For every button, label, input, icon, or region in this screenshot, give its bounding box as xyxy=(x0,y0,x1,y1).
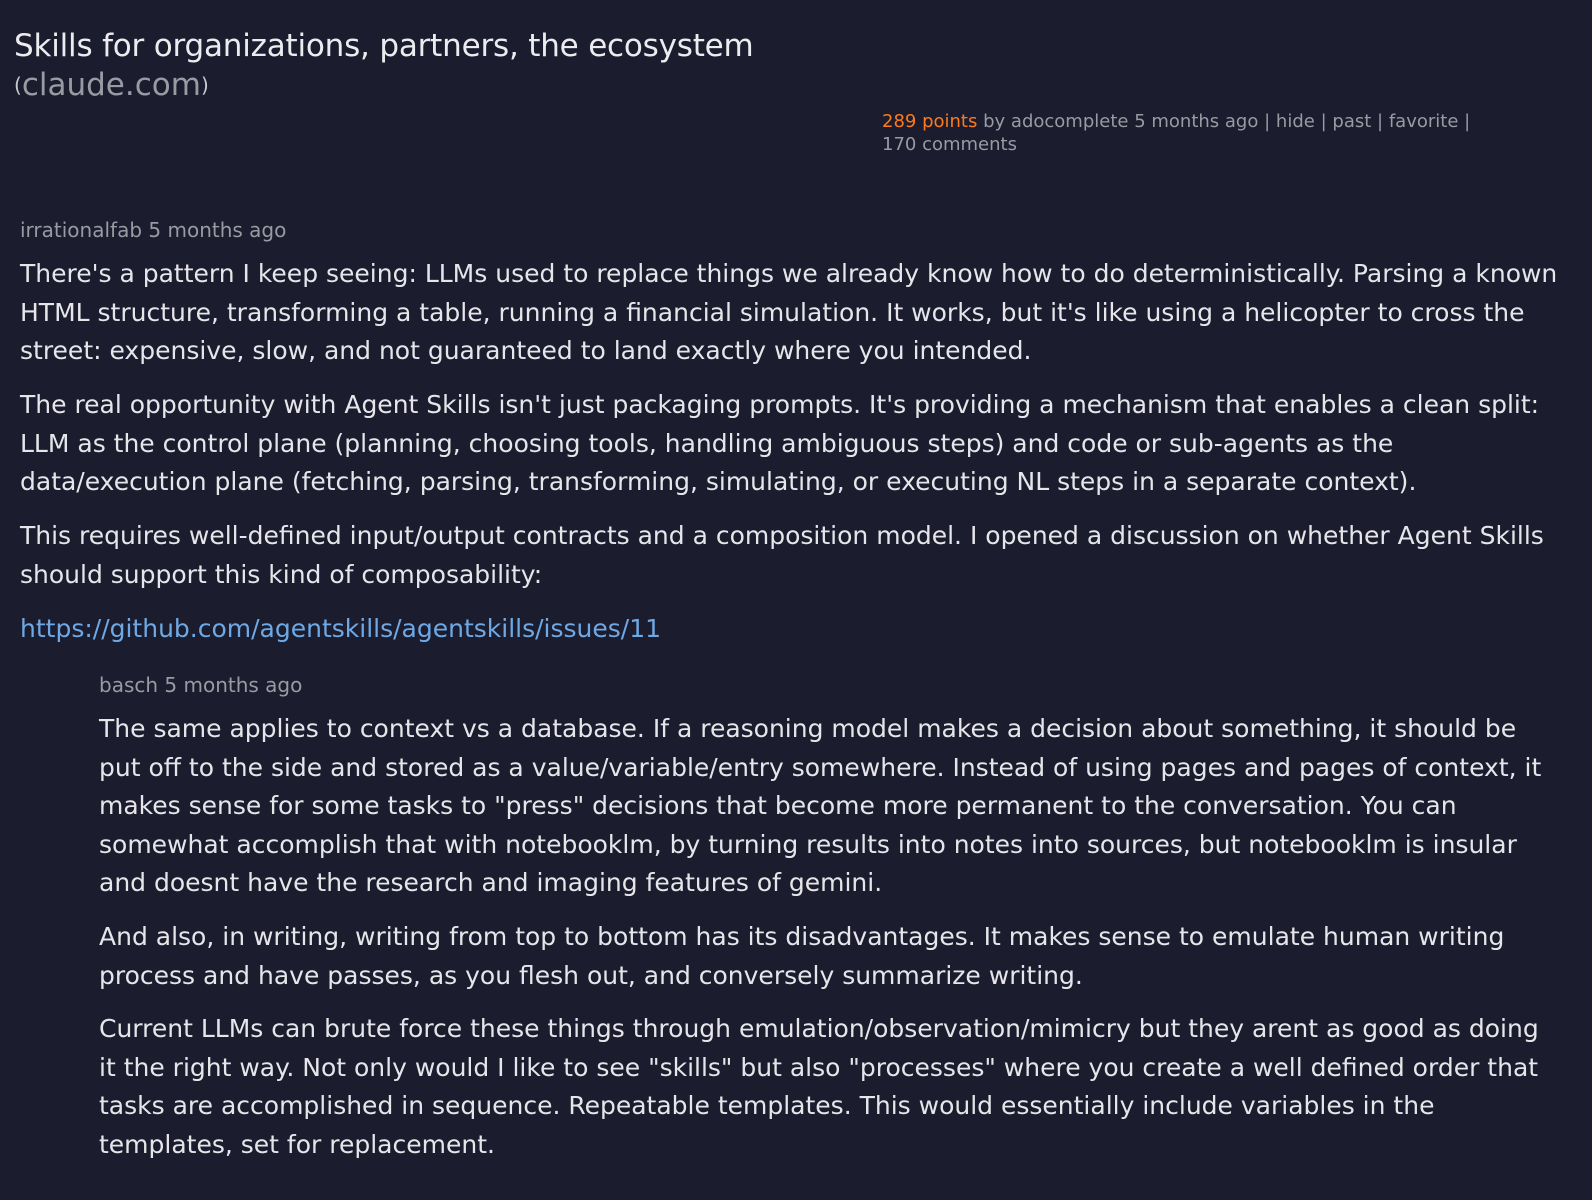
past-link[interactable]: past xyxy=(1332,111,1372,132)
comment-user-link[interactable]: basch xyxy=(99,673,159,697)
comment-link-paragraph xyxy=(20,610,1560,649)
hide-link[interactable]: hide xyxy=(1275,111,1315,132)
domain-link[interactable]: claude.com xyxy=(21,67,201,103)
story-subtext xyxy=(882,110,1522,156)
comment-reply xyxy=(99,672,1559,1159)
author-link[interactable]: adocomplete xyxy=(1010,111,1129,132)
comment-paragraph: This requires well-defined input/output contracts and a composition model. I opened a discussion on whether Agent Skills should support this kind of composability: xyxy=(20,521,1544,589)
separator: | xyxy=(1377,111,1384,132)
story-age-link[interactable]: 5 months ago xyxy=(1134,111,1259,132)
separator: | xyxy=(1320,111,1327,132)
comment-meta xyxy=(99,672,1559,698)
comment-paragraph: The real opportunity with Agent Skills isn't just packaging prompts. It's providing a mechanism that enables a clean split: LLM as the control plane (planning, choosing tools, handling ambiguous steps) and code or sub-agents as the data/execution plane (fetching, parsing, transforming, simulating, or executing NL steps in a separate context). xyxy=(20,390,1540,496)
comments-link[interactable]: 170 comments xyxy=(882,134,1017,155)
favorite-link[interactable]: favorite xyxy=(1388,111,1459,132)
comment-paragraph: The same applies to context vs a database. If a reasoning model makes a decision about something, it should be put off to the side and stored as a value/variable/entry somewhere. Instead of using pages and pages of context, it makes sense for some tasks to "press" decisions that become more permanent to the conversation. You can somewhat accomplish that with notebooklm, by turning results into notes into sources, but notebooklm is insular and doesnt have the research and imaging features of gemini. xyxy=(99,714,1542,897)
comment-age-link[interactable]: 5 months ago xyxy=(164,673,303,697)
points-count: 289 points xyxy=(882,111,978,132)
comment-user-link[interactable]: irrationalfab xyxy=(20,218,143,242)
comment xyxy=(20,217,1560,643)
comment-paragraph: Current LLMs can brute force these things through emulation/observation/mimicry but they arent as good as doing it the right way. Not only would I like to see "skills" but also "processes" where you create a well defined order that tasks are accomplished in sequence. Repeatable templates. This would essentially include variables in the templates, set for replacement. xyxy=(99,1014,1539,1159)
comment-meta xyxy=(20,217,1560,243)
separator: | xyxy=(1464,111,1471,132)
story-domain xyxy=(14,66,1574,104)
github-issue-link[interactable]: https://github.com/agentskills/agentskills/issues/11 xyxy=(20,614,662,643)
by-label: by xyxy=(983,111,1006,132)
domain-open-paren: ( xyxy=(14,73,22,97)
story-title[interactable]: Skills for organizations, partners, the ecosystem xyxy=(14,28,754,64)
domain-close-paren: ) xyxy=(200,73,209,97)
comment-paragraph: There's a pattern I keep seeing: LLMs used to replace things we already know how to do deterministically. Parsing a known HTML structure, transforming a table, running a financial simulation. It works, but it's like using a helicopter to cross the street: expensive, slow, and not guaranteed to land exactly where you intended. xyxy=(20,259,1558,365)
comment-age-link[interactable]: 5 months ago xyxy=(148,218,287,242)
story-header xyxy=(14,26,1574,104)
separator: | xyxy=(1264,111,1271,132)
comment-paragraph: And also, in writing, writing from top to bottom has its disadvantages. It makes sense to emulate human writing process and have passes, as you flesh out, and conversely summarize writing. xyxy=(99,922,1505,990)
